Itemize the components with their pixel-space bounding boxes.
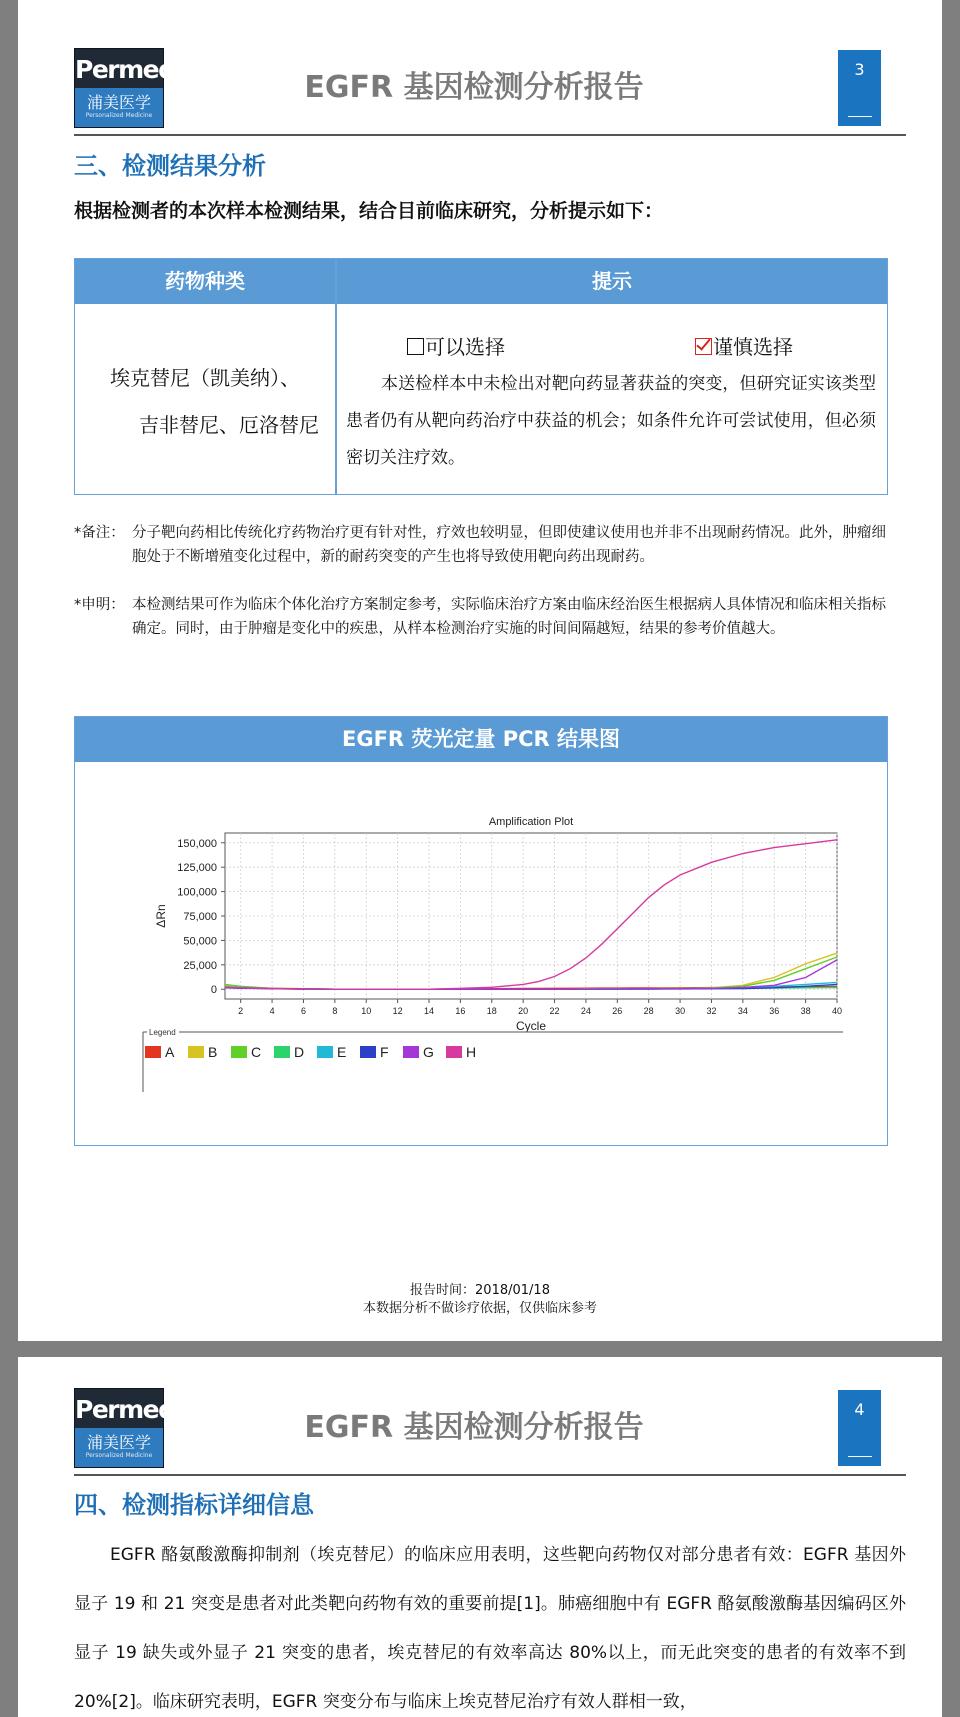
drug-recommendation-table xyxy=(74,258,888,495)
recommendation-text: 本送检样本中未检出对靶向药显著获益的突变，但研究证实该类型患者仍有从靶向药治疗中获益的机会；如条件允许可尝试使用，但必须密切关注疗效。 xyxy=(346,374,876,468)
legend-label-H: H xyxy=(466,1044,477,1060)
y-tick-label: 75,000 xyxy=(183,911,217,923)
y-tick-label: 0 xyxy=(210,984,217,997)
x-tick-label: 24 xyxy=(580,1006,591,1016)
logo-cn: 浦美医学 xyxy=(86,93,151,112)
logo-brand: Permed xyxy=(75,1395,175,1424)
header-rule xyxy=(74,134,906,136)
x-tick-label: 40 xyxy=(831,1006,843,1016)
checked-checkbox-icon xyxy=(695,338,712,355)
legend-swatch-H xyxy=(446,1046,462,1058)
option-cautious-select: 谨慎选择 xyxy=(695,331,793,360)
option-can-select: 可以选择 xyxy=(407,331,505,360)
legend-label-E: E xyxy=(337,1044,347,1060)
remark-text: 分子靶向药相比传统化疗药物治疗更有针对性，疗效也较明显，但即使建议使用也并非不出现耐药情况。此外，肿瘤细胞处于不断增殖变化过程中，新的耐药突变的产生也将导致使用靶向药出现耐药。 xyxy=(132,525,886,565)
table-header-drug: 药物种类 xyxy=(75,259,335,304)
x-tick-label: 20 xyxy=(518,1006,529,1016)
amplification-plot xyxy=(75,762,887,1145)
x-tick-label: 28 xyxy=(643,1006,654,1016)
page-header xyxy=(74,48,906,135)
table-header-hint: 提示 xyxy=(337,259,887,304)
drug-name-line1: 埃克替尼（凯美纳）、 xyxy=(110,366,300,390)
report-page-4 xyxy=(18,1357,942,1717)
chart-panel-header: EGFR 荧光定量 PCR 结果图 xyxy=(75,717,887,762)
legend-label-F: F xyxy=(380,1044,389,1060)
remark-label: *备注： xyxy=(74,525,125,541)
unchecked-checkbox-icon xyxy=(407,338,424,355)
remark-note xyxy=(74,521,896,569)
x-tick-label: 4 xyxy=(269,1006,275,1016)
legend-swatch-A xyxy=(145,1046,161,1058)
x-tick-label: 32 xyxy=(706,1006,717,1016)
x-tick-label: 30 xyxy=(675,1006,686,1016)
permed-logo xyxy=(74,48,175,128)
section-heading: 三、检测结果分析 xyxy=(74,152,266,180)
logo-cn: 浦美医学 xyxy=(86,1433,151,1452)
legend-swatch-C xyxy=(231,1046,247,1058)
legend-swatch-E xyxy=(317,1046,333,1058)
y-tick-label: 50,000 xyxy=(183,935,217,948)
statement-label: *申明： xyxy=(74,597,125,613)
y-tick-label: 150,000 xyxy=(177,837,217,850)
x-tick-label: 14 xyxy=(423,1006,435,1016)
x-tick-label: 6 xyxy=(300,1006,306,1016)
report-title: EGFR 基因检测分析报告 xyxy=(304,70,644,105)
y-tick-label: 125,000 xyxy=(177,862,217,875)
x-tick-label: 22 xyxy=(549,1006,560,1016)
statement-note xyxy=(74,593,896,665)
logo-tagline: Personalized Medicine xyxy=(85,1452,153,1459)
legend-label-D: D xyxy=(294,1044,305,1060)
legend-swatch-G xyxy=(403,1046,419,1058)
legend-swatch-F xyxy=(360,1046,376,1058)
chart-title: Amplification Plot xyxy=(488,816,574,828)
legend-swatch-D xyxy=(274,1046,290,1058)
page-number: 3 xyxy=(854,60,865,79)
x-axis-label: Cycle xyxy=(515,1019,547,1033)
x-tick-label: 2 xyxy=(238,1006,244,1016)
drug-name-line2: 吉非替尼、厄洛替尼 xyxy=(139,413,319,437)
section-lead: 根据检测者的本次样本检测结果，结合目前临床研究，分析提示如下： xyxy=(74,200,664,222)
x-tick-label: 34 xyxy=(737,1006,748,1016)
legend-label-B: B xyxy=(208,1044,218,1060)
y-tick-label: 25,000 xyxy=(183,959,217,972)
legend-label-C: C xyxy=(251,1044,262,1060)
section-heading: 四、检测指标详细信息 xyxy=(74,1491,314,1519)
x-tick-label: 38 xyxy=(800,1006,811,1016)
legend-label-G: G xyxy=(423,1044,434,1060)
section-paragraph: EGFR 酪氨酸激酶抑制剂（埃克替尼）的临床应用表明，这些靶向药物仅对部分患者有效：EGFR 基因外显子 19 和 21 突变是患者对此类靶向药物有效的重要前提[1]。肺癌细胞中有 EGFR 酪氨酸激酶基因编码区外显子 19 缺失或外显子 21 突变的患者，埃克替尼的有效率高达 80%以上，而无此突变的患者的有效率不到 20%[2]。临床研究表明，EGFR 突变分布与临床上埃克替尼治疗有效人群相一致， xyxy=(74,1545,906,1712)
x-tick-label: 8 xyxy=(332,1006,338,1016)
disclaimer: 本数据分析不做诊疗依据，仅供临床参考 xyxy=(362,1301,597,1316)
report-time: 报告时间：2018/01/18 xyxy=(410,1283,550,1298)
y-axis-label: ΔRn xyxy=(154,904,168,928)
page-header xyxy=(74,1388,906,1475)
legend-title: Legend xyxy=(149,1028,176,1037)
page-number-badge xyxy=(838,1390,881,1466)
report-title: EGFR 基因检测分析报告 xyxy=(304,1410,644,1445)
logo-brand: Permed xyxy=(75,55,175,84)
header-rule xyxy=(74,1474,906,1476)
legend-swatch-B xyxy=(188,1046,204,1058)
page-number: 4 xyxy=(854,1400,865,1419)
report-page-3 xyxy=(18,0,942,1341)
permed-logo xyxy=(74,1388,175,1468)
statement-text: 本检测结果可作为临床个体化治疗方案制定参考，实际临床治疗方案由临床经治医生根据病人具体情况和临床相关指标确定。同时，由于肿瘤是变化中的疾患，从样本检测治疗实施的时间间隔越短，结果的参考价值越大。 xyxy=(132,597,886,637)
pcr-chart-panel xyxy=(74,716,888,1146)
legend-label-A: A xyxy=(165,1044,175,1060)
logo-tagline: Personalized Medicine xyxy=(85,112,153,119)
x-tick-label: 36 xyxy=(769,1006,780,1016)
x-tick-label: 26 xyxy=(612,1006,623,1016)
page-number-badge xyxy=(838,50,881,126)
x-tick-label: 12 xyxy=(392,1006,403,1016)
x-tick-label: 18 xyxy=(486,1006,497,1016)
y-tick-label: 100,000 xyxy=(177,886,217,899)
x-tick-label: 10 xyxy=(361,1006,372,1016)
x-tick-label: 16 xyxy=(455,1006,466,1016)
